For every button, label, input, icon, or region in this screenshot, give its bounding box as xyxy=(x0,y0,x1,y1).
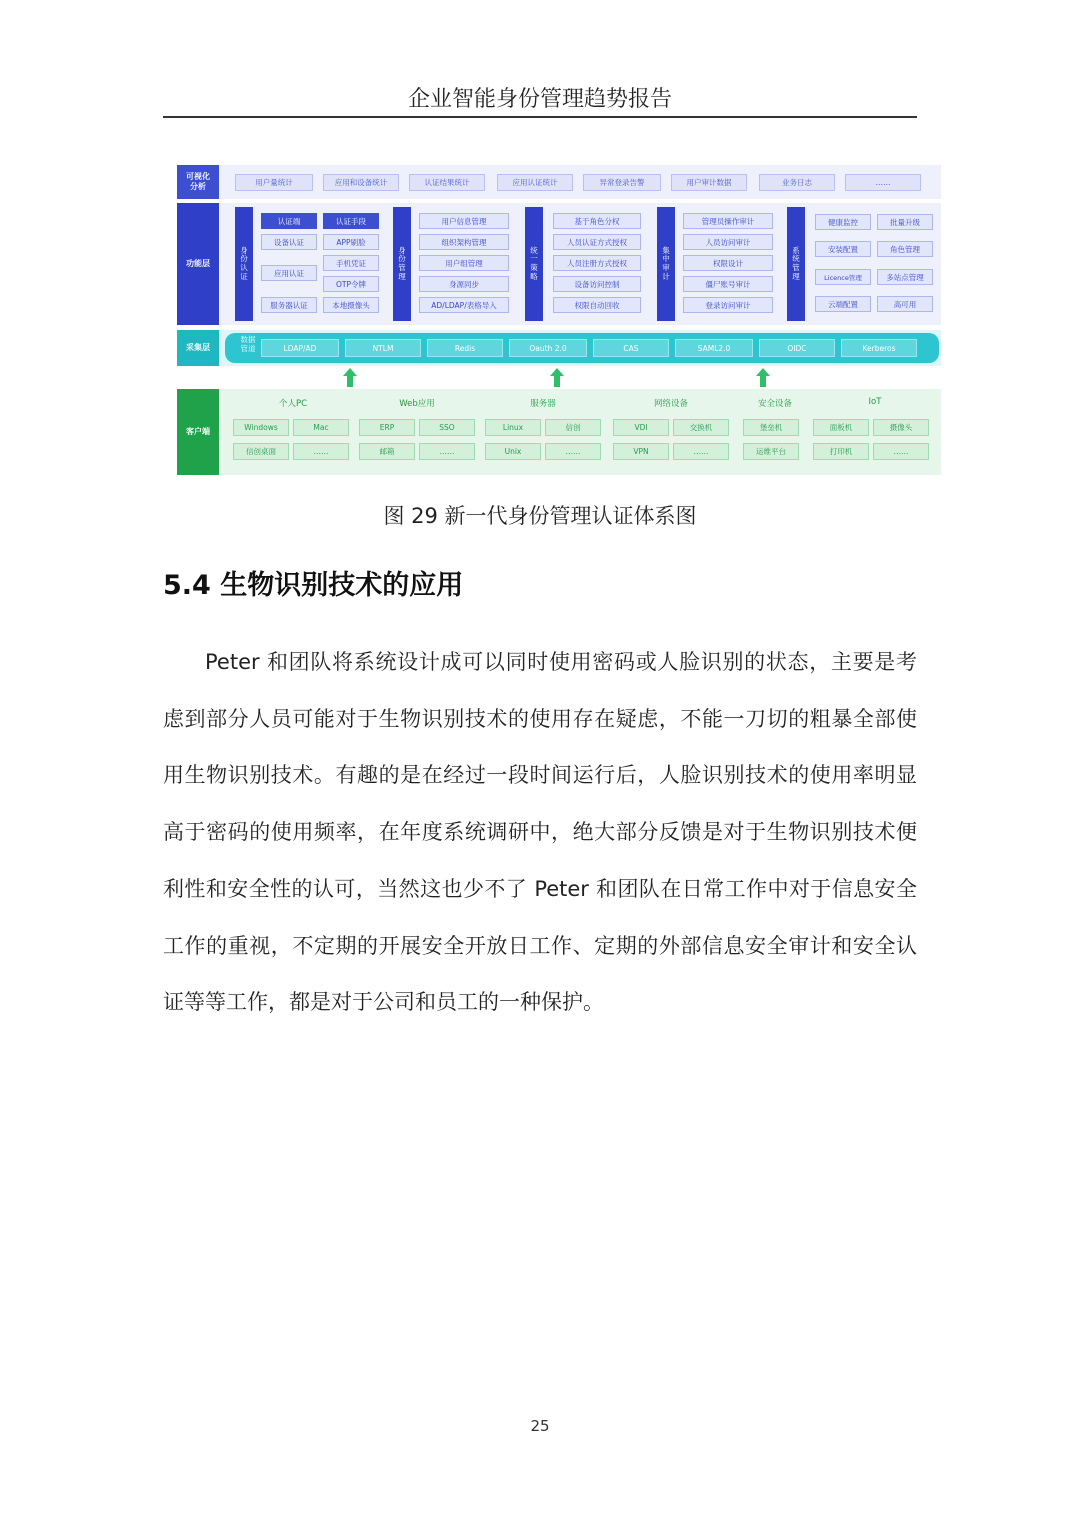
visual-chip: 应用认证统计 xyxy=(497,174,573,191)
func-chip: 身源同步 xyxy=(419,276,509,292)
client-chip: Unix xyxy=(485,443,541,460)
func-chip: OTP令牌 xyxy=(323,276,379,292)
client-group-title: 安全设备 xyxy=(757,399,792,409)
group-title-bar xyxy=(235,207,253,321)
func-chip: Licence管理 xyxy=(815,269,871,285)
client-chip: 交换机 xyxy=(673,419,729,436)
up-arrow-icon xyxy=(343,368,357,388)
group-title-bar xyxy=(525,207,543,321)
client-chip: …… xyxy=(673,443,729,460)
func-chip: 云端配置 xyxy=(815,296,871,312)
group-title-bar xyxy=(657,207,675,321)
client-group-title: 网络设备 xyxy=(653,399,688,409)
func-chip: 安装配置 xyxy=(815,241,871,257)
group-title: 身份管理 xyxy=(398,245,406,281)
visual-chip: 用户审计数据 xyxy=(671,174,747,191)
func-chip: 认证手段 xyxy=(323,213,379,229)
visual-layer-label: 可视化 分析 xyxy=(177,165,219,199)
func-chip: 用户组管理 xyxy=(419,255,509,271)
client-chip: 打印机 xyxy=(813,443,869,460)
func-chip: 本地摄像头 xyxy=(323,297,379,313)
page-number: 25 xyxy=(530,1417,550,1435)
group-title-bar xyxy=(787,207,805,321)
client-group-title: 服务器 xyxy=(530,399,556,409)
client-chip: 信创 xyxy=(545,419,601,436)
header-rule xyxy=(163,116,917,118)
func-chip: 应用认证 xyxy=(261,265,317,281)
func-chip: 高可用 xyxy=(877,296,933,312)
collection-layer-label: 采集层 xyxy=(177,330,219,366)
client-group-title: Web应用 xyxy=(399,399,435,409)
func-chip: AD/LDAP/表格导入 xyxy=(419,297,509,313)
protocol-chip: OIDC xyxy=(759,339,835,357)
pipe-label: 数据 管道 xyxy=(240,335,256,353)
client-chip: VDI xyxy=(613,419,669,436)
client-chip: …… xyxy=(545,443,601,460)
group-title: 系统管理 xyxy=(792,245,800,281)
protocol-chip: Kerberos xyxy=(841,339,917,357)
client-chip: …… xyxy=(419,443,475,460)
client-layer xyxy=(177,389,941,475)
section-title: 5.4 生物识别技术的应用 xyxy=(163,570,464,601)
client-chip: SSO xyxy=(419,419,475,436)
func-chip: 权限设计 xyxy=(683,255,773,271)
up-arrow-icon xyxy=(550,368,564,388)
func-chip: 人员访问审计 xyxy=(683,234,773,250)
protocol-chip: LDAP/AD xyxy=(261,339,339,357)
func-chip: 认证端 xyxy=(261,213,317,229)
func-chip: 健康监控 xyxy=(815,214,871,230)
group-title: 统一策略 xyxy=(530,245,538,281)
func-chip: 基于角色分权 xyxy=(553,213,641,229)
up-arrow-icon xyxy=(756,368,770,388)
function-layer xyxy=(177,203,941,325)
protocol-chip: Redis xyxy=(427,339,503,357)
func-chip: 权限自动回收 xyxy=(553,297,641,313)
client-chip: 摄像头 xyxy=(873,419,929,436)
func-chip: 组织架构管理 xyxy=(419,234,509,250)
func-chip: 登录访问审计 xyxy=(683,297,773,313)
client-chip: Linux xyxy=(485,419,541,436)
client-chip: ERP xyxy=(359,419,415,436)
running-header: 企业智能身份管理趋势报告 xyxy=(407,87,672,112)
visual-chip: 异常登录告警 xyxy=(583,174,661,191)
client-chip: 堡垒机 xyxy=(743,419,799,436)
func-chip: 用户信息管理 xyxy=(419,213,509,229)
client-chip: Windows xyxy=(233,419,289,436)
visual-chip: 应用和设备统计 xyxy=(323,174,399,191)
func-chip: 设备认证 xyxy=(261,234,317,250)
client-group-title: IoT xyxy=(868,397,882,407)
func-chip: 多站点管理 xyxy=(877,269,933,285)
body-paragraph: Peter 和团队将系统设计成可以同时使用密码或人脸识别的状态，主要是考虑到部分人员可能对于生物识别技术的使用存在疑虑，不能一刀切的粗暴全部使用生物识别技术。有趣的是在经过一段时间运行后，人脸识别技术的使用率明显高于密码的使用频率，在年度系统调研中，绝大部分反馈是对于生物识别技术便利性和安全性的认可，当然这也少不了 Peter 和团队在日常工作中对于信息安全工作的重视，不定期的开展安全开放日工作、定期的外部信息安全审计和安全认证等等工作，都是对于公司和员工的一种保护。 xyxy=(163,650,917,1015)
visual-chip: 用户量统计 xyxy=(235,174,313,191)
client-chip: …… xyxy=(293,443,349,460)
func-chip: 角色管理 xyxy=(877,241,933,257)
func-chip: 设备访问控制 xyxy=(553,276,641,292)
client-chip: VPN xyxy=(613,443,669,460)
func-chip: 管理员操作审计 xyxy=(683,213,773,229)
function-layer-label: 功能层 xyxy=(177,203,219,325)
client-chip: 邮箱 xyxy=(359,443,415,460)
visual-chip: 认证结果统计 xyxy=(409,174,485,191)
figure-caption: 图 29 新一代身份管理认证体系图 xyxy=(383,504,697,528)
group-title: 身份认证 xyxy=(240,245,248,281)
client-chip: Mac xyxy=(293,419,349,436)
func-chip: APP刷脸 xyxy=(323,234,379,250)
visual-analysis-layer xyxy=(177,165,941,199)
protocol-chip: CAS xyxy=(593,339,669,357)
func-chip: 批量升级 xyxy=(877,214,933,230)
client-chip: 面板机 xyxy=(813,419,869,436)
collection-layer xyxy=(177,330,941,366)
protocol-chip: NTLM xyxy=(345,339,421,357)
client-group-title: 个人PC xyxy=(278,399,308,409)
client-chip: 运维平台 xyxy=(743,443,799,460)
client-chip: 信创桌面 xyxy=(233,443,289,460)
client-chip: …… xyxy=(873,443,929,460)
visual-chip: 业务日志 xyxy=(759,174,835,191)
protocol-chip: Oauth 2.0 xyxy=(509,339,587,357)
client-layer-label: 客户端 xyxy=(177,389,219,475)
func-chip: 服务器认证 xyxy=(261,297,317,313)
group-title-bar xyxy=(393,207,411,321)
func-chip: 人员认证方式授权 xyxy=(553,234,641,250)
func-chip: 僵尸账号审计 xyxy=(683,276,773,292)
func-chip: 人员注册方式授权 xyxy=(553,255,641,271)
identity-auth-architecture-diagram xyxy=(177,165,941,477)
group-title: 集中审计 xyxy=(662,245,670,281)
func-chip: 手机凭证 xyxy=(323,255,379,271)
protocol-chip: SAML2.0 xyxy=(675,339,753,357)
visual-chip: …… xyxy=(845,174,921,191)
